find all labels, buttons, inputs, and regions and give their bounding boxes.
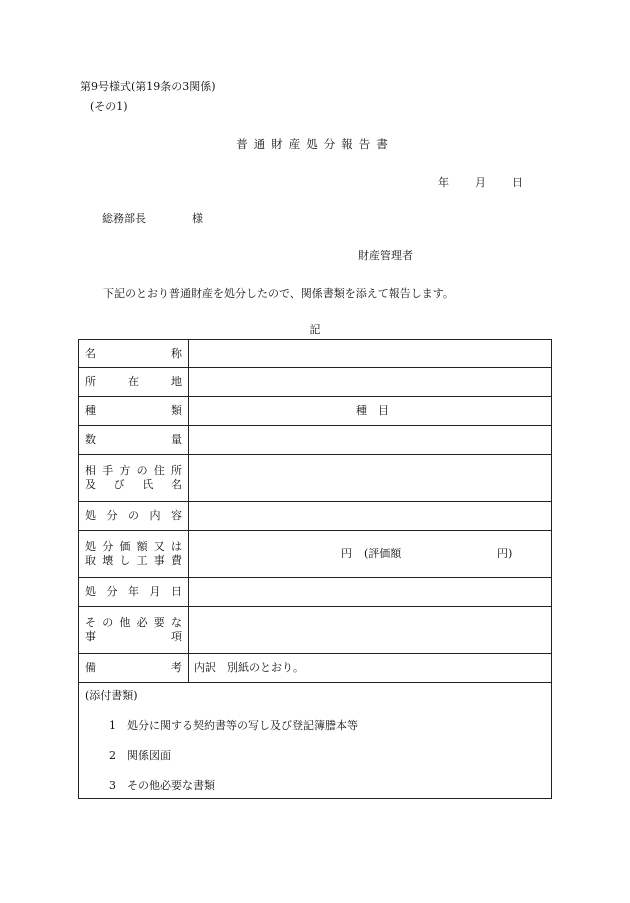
table-row-remarks: [79, 654, 552, 683]
label-char: 相: [85, 464, 96, 477]
label-char: 内: [149, 509, 161, 522]
row-value-location: [189, 368, 552, 397]
label-char: の: [102, 616, 114, 629]
label-line: [85, 509, 182, 523]
row-value-counterparty: [189, 455, 552, 502]
table-row-kind: [79, 397, 552, 426]
label-char: 処: [85, 509, 96, 522]
attachments-cell: [79, 683, 552, 799]
form-id: 第9号様式(第19条の3関係): [80, 80, 216, 93]
row-value-name: [189, 340, 552, 368]
row-label-disposal-price: [79, 531, 189, 578]
price-yen-label: 円: [341, 547, 352, 560]
label-char: な: [170, 616, 182, 629]
table-row-counterparty: [79, 455, 552, 502]
label-char: 種: [85, 404, 96, 417]
row-label-kind: [79, 397, 189, 426]
label-char: 壊: [102, 554, 114, 567]
row-value-disposal-price: [189, 531, 552, 578]
label-char: そ: [85, 616, 96, 629]
row-value-disposal-content: [189, 502, 552, 531]
label-char: 又: [153, 540, 165, 553]
label-char: し: [119, 554, 131, 567]
attachment-item: 2 関係図面: [109, 749, 171, 762]
label-line: [85, 433, 182, 447]
label-char: 考: [171, 661, 182, 674]
label-char: 類: [171, 404, 182, 417]
label-line: [85, 585, 182, 599]
report-statement: 下記のとおり普通財産を処分したので、関係書類を添えて報告します。: [103, 287, 454, 300]
label-char: 処: [85, 585, 96, 598]
label-char: 地: [171, 375, 182, 388]
label-char: 項: [171, 630, 182, 643]
label-char: 額: [136, 540, 148, 553]
row-value-other-matters: [189, 607, 552, 654]
label-line: [85, 464, 182, 478]
table-row-disposal-content: [79, 502, 552, 531]
label-char: 分: [106, 585, 118, 598]
label-char: 処: [85, 540, 96, 553]
label-char: 必: [136, 616, 148, 629]
label-line: [85, 478, 182, 492]
label-char: 所: [170, 464, 182, 477]
label-char: 住: [153, 464, 165, 477]
label-char: 費: [170, 554, 182, 567]
label-char: 所: [85, 375, 96, 388]
report-table: [78, 339, 552, 799]
label-char: 名: [170, 478, 182, 491]
date-year: 年: [438, 176, 449, 189]
addressee-line: [102, 212, 203, 226]
table-row-quantity: [79, 426, 552, 455]
table-row-name: [79, 340, 552, 368]
row-value-remarks: [189, 654, 552, 683]
row-label-counterparty: [79, 455, 189, 502]
table-row-other-matters: [79, 607, 552, 654]
label-char: 手: [102, 464, 114, 477]
label-char: 量: [171, 433, 182, 446]
label-char: は: [170, 540, 182, 553]
row-label-other-matters: [79, 607, 189, 654]
label-char: 備: [85, 661, 96, 674]
row-label-quantity: [79, 426, 189, 455]
evaluation-yen-label: 円): [497, 547, 513, 560]
attachments-heading: (添付書類): [85, 689, 138, 702]
addressee: 総務部長: [102, 212, 146, 225]
label-char: 事: [85, 630, 96, 643]
label-line: [85, 616, 182, 630]
label-char: 価: [119, 540, 131, 553]
attachment-item: 3 その他必要な書類: [109, 779, 215, 792]
table-row-disposal-price: [79, 531, 552, 578]
label-char: 他: [119, 616, 131, 629]
label-char: 取: [85, 554, 96, 567]
label-char: 日: [171, 585, 182, 598]
row-value-text: 内訳 別紙のとおり。: [194, 661, 304, 674]
label-char: び: [113, 478, 125, 491]
label-char: 分: [106, 509, 118, 522]
label-char: 事: [153, 554, 165, 567]
label-line: [85, 630, 182, 644]
attachment-item: 1 処分に関する契約書等の写し及び登記簿謄本等: [109, 719, 358, 732]
label-char: 在: [128, 375, 139, 388]
label-line: [85, 347, 182, 361]
row-label-location: [79, 368, 189, 397]
table-row-attachments: [79, 683, 552, 799]
table-row-disposal-date: [79, 578, 552, 607]
honorific: 様: [192, 212, 203, 225]
ki-heading: 記: [309, 323, 321, 336]
label-char: 工: [136, 554, 148, 567]
row-label-disposal-date: [79, 578, 189, 607]
date-line: [438, 176, 523, 190]
document-title: 普通財産処分報告書: [236, 137, 394, 151]
label-char: 容: [171, 509, 182, 522]
date-month: 月: [475, 176, 486, 189]
row-label-remarks: [79, 654, 189, 683]
row-value-disposal-date: [189, 578, 552, 607]
label-char: の: [136, 464, 148, 477]
date-day: 日: [512, 176, 523, 189]
label-char: 要: [153, 616, 165, 629]
label-char: 数: [85, 433, 96, 446]
label-char: 及: [85, 478, 96, 491]
subform-label: (その1): [90, 100, 128, 113]
label-char: 月: [149, 585, 161, 598]
label-char: 分: [102, 540, 114, 553]
row-value-quantity: [189, 426, 552, 455]
label-char: 称: [171, 346, 182, 360]
row-value-kind: [189, 397, 552, 426]
label-char: 年: [128, 585, 139, 598]
row-label-name: [79, 340, 189, 368]
label-char: 名: [85, 346, 96, 360]
property-manager: 財産管理者: [358, 249, 413, 262]
label-line: [85, 661, 182, 675]
label-line: [85, 554, 182, 568]
evaluation-label: (評価額: [364, 547, 402, 560]
subcategory-label: 種 目: [356, 404, 389, 417]
label-line: [85, 540, 182, 554]
label-char: 方: [119, 464, 131, 477]
label-line: [85, 375, 182, 389]
label-char: 氏: [142, 478, 154, 491]
table-row-location: [79, 368, 552, 397]
label-line: [85, 404, 182, 418]
row-label-disposal-content: [79, 502, 189, 531]
label-char: の: [128, 509, 139, 522]
